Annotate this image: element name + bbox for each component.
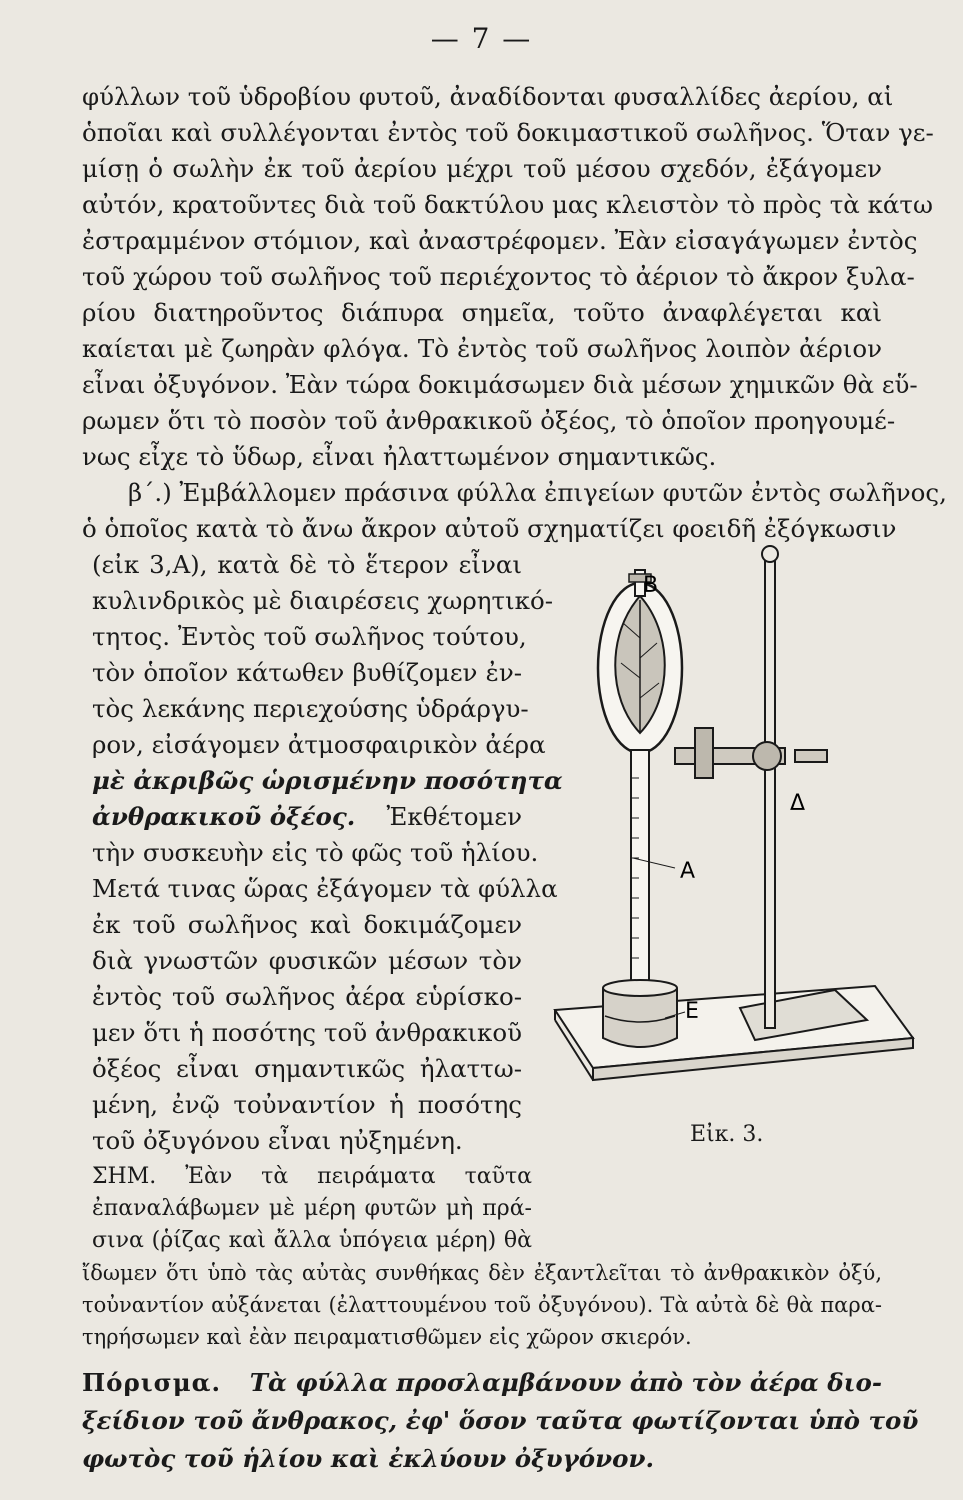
text-line: ἐκ τοῦ σωλῆνος καὶ δοκιμάζομεν: [92, 910, 522, 939]
label-d: Δ: [790, 791, 806, 816]
text-line: ρον, εἰσάγομεν ἀτμοσφαιρικὸν ἀέρα: [92, 730, 546, 759]
corollary-text: Τὰ φύλλα προσλαμβάνουν ἀπὸ τὸν ἀέρα διο-: [249, 1368, 882, 1397]
text-line: ἐστραμμένον στόμιον, καὶ ἀναστρέφομεν. Ἐὰν εἰσαγάγωμεν ἐντὸς: [82, 226, 918, 255]
apparatus-drawing: [535, 528, 915, 1148]
note-line: τοὐναντίον αὐξάνεται (ἐλαττουμένου τοῦ ὀξυγόνου). Τὰ αὐτὰ δὲ θὰ παρα-: [82, 1293, 882, 1317]
text-line: τὴν συσκευὴν εἰς τὸ φῶς τοῦ ἡλίου.: [92, 838, 539, 867]
text-line: νως εἶχε τὸ ὕδωρ, εἶναι ἠλαττωμένον σημαντικῶς.: [82, 442, 717, 471]
figure-3-apparatus: [535, 528, 915, 1148]
text-line: διὰ γνωστῶν φυσικῶν μέσων τὸν: [92, 946, 522, 975]
page-number: — 7 —: [430, 22, 533, 55]
text-line: ἐντὸς τοῦ σωλῆνος ἀέρα εὑρίσκο-: [92, 982, 522, 1011]
text-line: ὀξέος εἶναι σημαντικῶς ἠλαττω-: [92, 1054, 522, 1083]
note-line: ΣΗΜ. Ἐὰν τὰ πειράματα ταῦτα: [92, 1164, 532, 1189]
text-line: καίεται μὲ ζωηρὰν φλόγα. Τὸ ἐντὸς τοῦ σωλῆνος λοιπὸν ἀέριον: [82, 334, 882, 363]
text-line: μένη, ἐνῷ τοὐναντίον ἡ ποσότης: [92, 1090, 522, 1119]
text-line: τὸν ὁποῖον κάτωθεν βυθίζομεν ἐν-: [92, 658, 522, 687]
text-line: κυλινδρικὸς μὲ διαιρέσεις χωρητικό-: [92, 586, 553, 615]
text-line: Μετά τινας ὥρας ἐξάγομεν τὰ φύλλα: [92, 874, 558, 903]
text-line: ὁποῖαι καὶ συλλέγονται ἐντὸς τοῦ δοκιμαστικοῦ σωλῆνος. Ὅταν γε-: [82, 118, 934, 147]
note-line: σινα (ῥίζας καὶ ἄλλα ὑπόγεια μέρη) θὰ: [92, 1228, 532, 1253]
text-line: ρωμεν ὅτι τὸ ποσὸν τοῦ ἀνθρακικοῦ ὀξέος, τὸ ὁποῖον προηγουμέ-: [82, 406, 896, 435]
text-line: μεν ὅτι ἡ ποσότης τοῦ ἀνθρακικοῦ: [92, 1018, 522, 1047]
text-line: φύλλων τοῦ ὑδροβίου φυτοῦ, ἀναδίδονται φυσαλλίδες ἀερίου, αἱ: [82, 82, 894, 111]
text-line: τοῦ ὀξυγόνου εἶναι ηὐξημένη.: [92, 1126, 463, 1155]
note-line: τηρήσωμεν καὶ ἐὰν πειραματισθῶμεν εἰς χῶρον σκιερόν.: [82, 1325, 692, 1349]
note-line: ἐπαναλάβωμεν μὲ μέρη φυτῶν μὴ πρά-: [92, 1196, 532, 1221]
text-line: τητος. Ἐντὸς τοῦ σωλῆνος τούτου,: [92, 622, 527, 651]
corollary-label: Πόρισμα.: [82, 1368, 222, 1397]
figure-caption: Εἰκ. 3.: [690, 1122, 764, 1147]
text-line: ὁ ὁποῖος κατὰ τὸ ἄνω ἄκρον αὐτοῦ σχηματίζει φοειδῆ ἐξόγκωσιν: [82, 514, 897, 543]
corollary-line: ξείδιον τοῦ ἄνθρακος, ἐφ' ὅσον ταῦτα φωτίζονται ὑπὸ τοῦ: [82, 1406, 919, 1435]
note-line: ἴδωμεν ὅτι ὑπὸ τὰς αὐτὰς συνθήκας δὲν ἐξαντλεῖται τὸ ἀνθρακικὸν ὀξύ,: [82, 1261, 882, 1285]
text-line: ρίου διατηροῦντος διάπυρα σημεῖα, τοῦτο ἀναφλέγεται καὶ: [82, 298, 882, 327]
text-span: Ἐκθέτομεν: [386, 802, 522, 831]
text-line: μίσῃ ὁ σωλὴν ἐκ τοῦ ἀερίου μέχρι τοῦ μέσου σχεδόν, ἐξάγομεν: [82, 154, 882, 183]
text-line: β΄.) Ἐμβάλλομεν πράσινα φύλλα ἐπιγείων φυτῶν ἐντὸς σωλῆνος,: [128, 478, 947, 507]
emphasis-text: ἀνθρακικοῦ ὀξέος.: [92, 802, 356, 831]
label-e: Ε: [685, 999, 699, 1024]
corollary-line: [82, 1368, 882, 1398]
text-line: εἶναι ὀξυγόνον. Ἐὰν τώρα δοκιμάσωμεν διὰ μέσων χημικῶν θὰ εὕ-: [82, 370, 918, 399]
emphasis-line: μὲ ἀκριβῶς ὡρισμένην ποσότητα: [92, 766, 563, 795]
text-line: τὸς λεκάνης περιεχούσης ὑδράργυ-: [92, 694, 529, 723]
label-b: Β: [643, 573, 659, 598]
text-line: τοῦ χώρου τοῦ σωλῆνος τοῦ περιέχοντος τὸ ἀέριον τὸ ἄκρον ξυλα-: [82, 262, 915, 291]
text-line: αὐτόν, κρατοῦντες διὰ τοῦ δακτύλου μας κλειστὸν τὸ πρὸς τὰ κάτω: [82, 190, 933, 219]
text-line: (εἰκ 3,Α), κατὰ δὲ τὸ ἕτερον εἶναι: [92, 550, 522, 579]
label-a: Α: [680, 859, 696, 884]
text-line: [92, 802, 522, 832]
corollary-line: φωτὸς τοῦ ἡλίου καὶ ἐκλύουν ὀξυγόνον.: [82, 1444, 654, 1473]
